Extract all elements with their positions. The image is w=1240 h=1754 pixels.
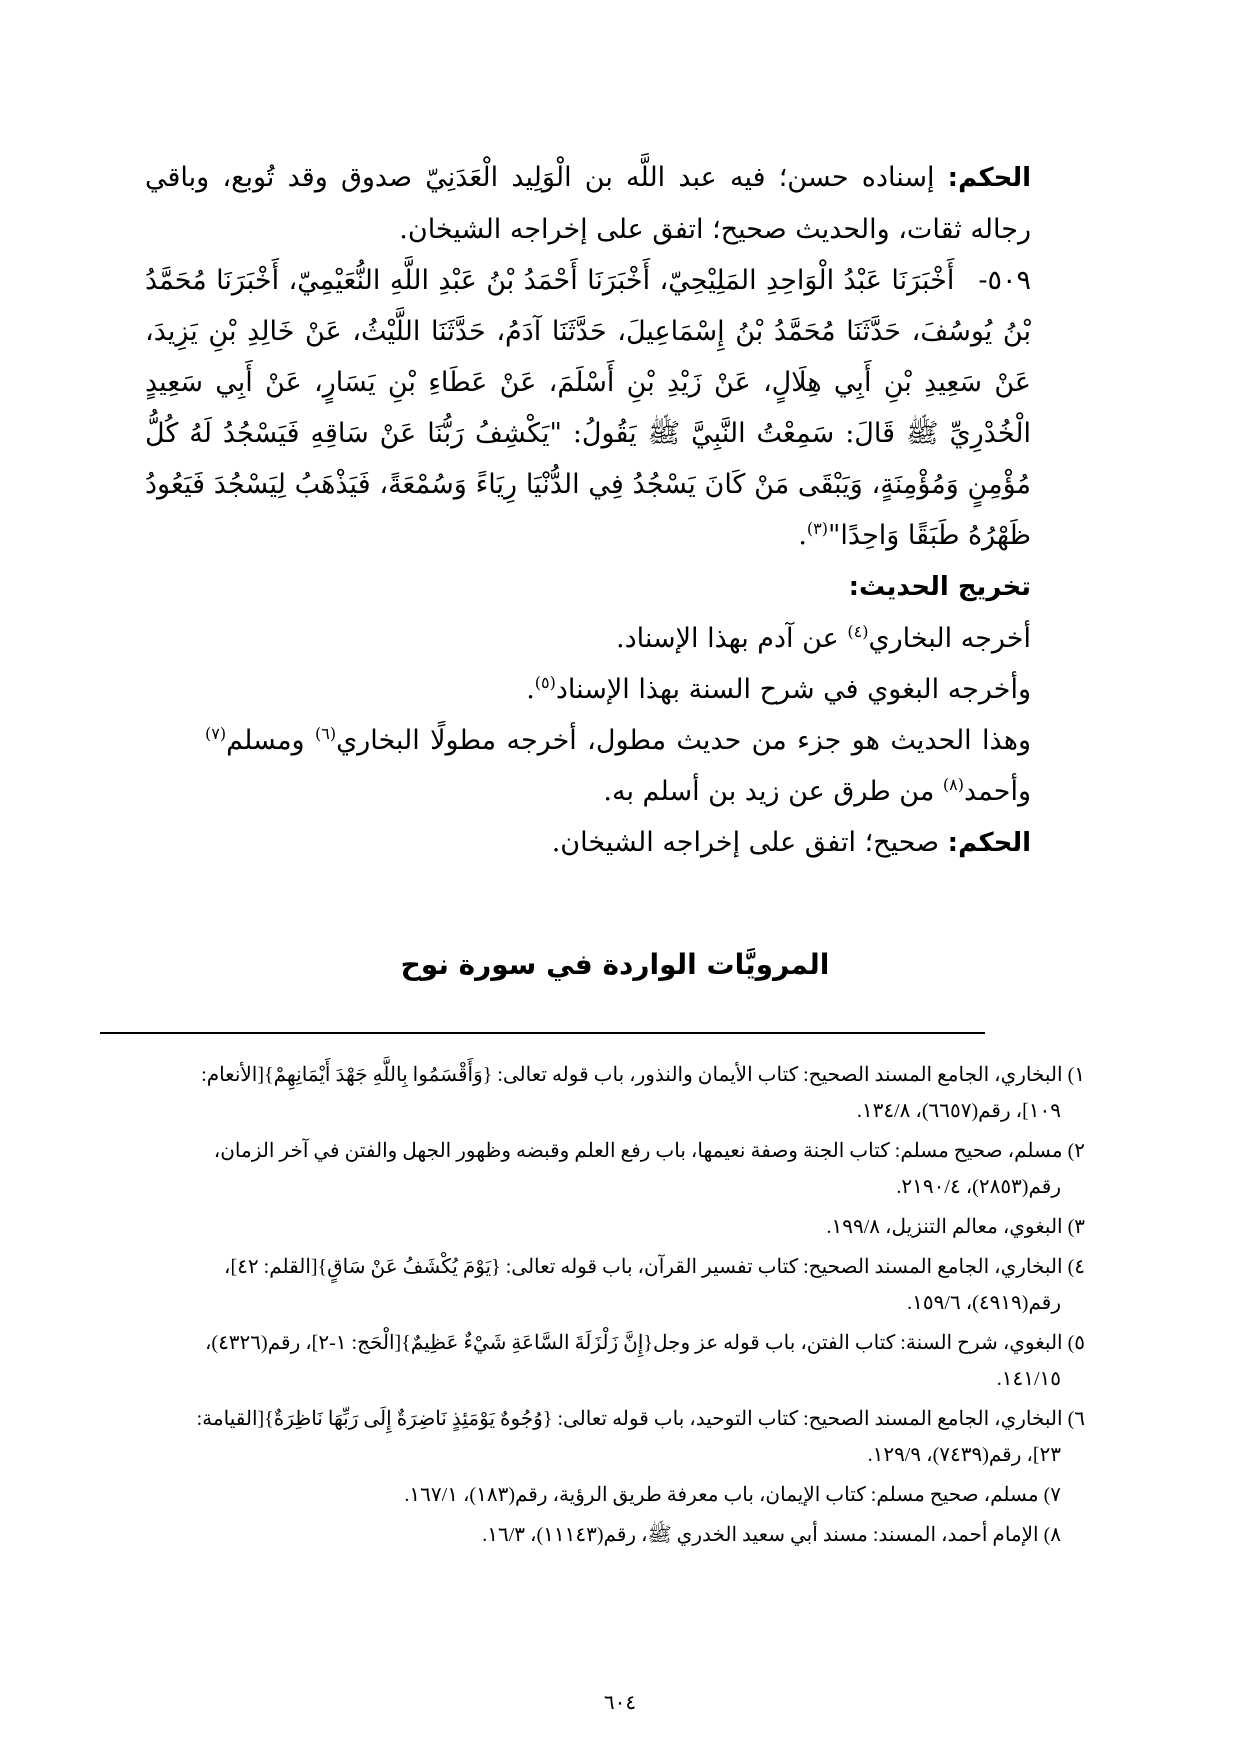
footnote-5 — [150, 1325, 1085, 1397]
bukhari-paragraph — [145, 613, 1085, 664]
footnote-line: ٨) الإمام أحمد، المسند: مسند أبي سعيد الخدري ﷺ، رقم(١١١٤٣)، ١٦/٣. — [482, 1524, 1061, 1546]
hadith-text: أَخْبَرَنَا عَبْدُ الْوَاحِدِ المَلِيْحِيّ، أَخْبَرَنَا أَحْمَدُ بْنُ عَبْدِ اللَّهِ النُّعَيْمِيّ، أَخْبَرَنَا مُحَمَّدُ بْنُ يُوسُفَ، حَدَّثَنَا مُحَمَّدُ بْنُ إِسْمَاعِيلَ، حَدَّثَنَا آدَمُ، حَدَّثَنَا اللَّيْثُ، عَنْ خَالِدِ بْنِ يَزِيدَ، عَنْ سَعِيدِ بْنِ أَبِي هِلَالٍ، عَنْ زَيْدِ بْنِ أَسْلَمَ، عَنْ عَطَاءِ بْنِ يَسَارٍ، عَنْ أَبِي سَعِيدٍ الْخُدْرِيِّ ﷺ قَالَ: سَمِعْتُ النَّبِيَّ ﷺ يَقُولُ: "يَكْشِفُ رَبُّنَا عَنْ سَاقِهِ فَيَسْجُدُ لَهُ كُلُّ مُؤْمِنٍ وَمُؤْمِنَةٍ، وَيَبْقَى مَنْ كَانَ يَسْجُدُ فِي الدُّنْيَا رِيَاءً وَسُمْعَةً، فَيَذْهَبُ لِيَسْجُدَ فَيَعُودُ ظَهْرُهُ طَبَقًا وَاحِدًا" — [145, 265, 1031, 551]
footnote-line: ٧) مسلم، صحيح مسلم: كتاب الإيمان، باب معرفة طريق الرؤية، رقم(١٨٣)، ١٦٧/١. — [404, 1484, 1061, 1506]
long-text-a: وهذا الحديث هو جزء من حديث مطول، أخرجه مطولًا البخاري — [336, 725, 1032, 756]
footnote-2 — [150, 1133, 1085, 1205]
ruling-text: إسناده حسن؛ فيه عبد اللَّه بن الْوَلِيد الْعَدَنِيّ صدوق وقد تُوبع، وباقي رجاله ثقات، والحديث صحيح؛ اتفق على إخراجه الشيخان. — [145, 162, 1031, 245]
footnote-ref-8: (٨) — [942, 775, 964, 794]
footnote-continuation: رقم(٤٩١٩)، ١٥٩/٦. — [907, 1292, 1061, 1314]
page-number: ٦٠٤ — [603, 1692, 637, 1714]
footnote-ref-4: (٤) — [847, 622, 869, 641]
footnote-line: ١) البخاري، الجامع المسند الصحيح: كتاب الأيمان والنذور، باب قوله تعالى: {وَأَقْسَمُوا بِاللَّهِ جَهْدَ أَيْمَانِهِمْ}[الأنعام: — [201, 1064, 1085, 1086]
ruling-paragraph-1 — [145, 152, 1085, 255]
footnote-separator — [100, 1032, 985, 1034]
footnote-ref-7: (٧) — [205, 724, 227, 743]
footnote-1 — [150, 1057, 1085, 1129]
footnote-line: ٣) البغوي، معالم التنزيل، ١٩٩/٨. — [826, 1216, 1085, 1238]
hadith-paragraph — [145, 255, 1085, 561]
footnote-continuation: ١٠٩]، رقم(٦٦٥٧)، ١٣٤/٨. — [856, 1100, 1061, 1122]
takhrij-heading: تخريج الحديث: — [848, 572, 1031, 602]
takhrij-heading-paragraph — [145, 561, 1085, 613]
hadith-number: ٥٠٩- — [978, 265, 1031, 296]
footnote-continuation: ٢٣]، رقم(٧٤٣٩)، ١٢٩/٩. — [867, 1444, 1061, 1466]
bukhari-text-b: عن آدم بهذا الإسناد. — [615, 623, 848, 654]
long-text-b: ومسلم — [226, 725, 315, 756]
footnote-6 — [150, 1401, 1085, 1473]
ruling-label: الحكم: — [947, 163, 1031, 193]
footnote-4 — [150, 1249, 1085, 1321]
footnote-line: ٤) البخاري، الجامع المسند الصحيح: كتاب تفسير القرآن، باب قوله تعالى: {يَوْمَ يُكْشَفُ عَنْ سَاقٍ}[القلم: ٤٢]، — [224, 1256, 1085, 1278]
footnote-ref-5: (٥) — [534, 673, 556, 692]
footnote-line: ٥) البغوي، شرح السنة: كتاب الفتن، باب قوله عز وجل{إِنَّ زَلْزَلَةَ السَّاعَةِ شَيْءٌ عَظِيمٌ}[الْحَج: ١-٢]، رقم(٤٣٢٦)، — [204, 1332, 1085, 1354]
footnote-ref-3: (٣) — [806, 519, 828, 538]
main-text — [145, 152, 1085, 869]
footnote-line: ٦) البخاري، الجامع المسند الصحيح: كتاب التوحيد، باب قوله تعالى: {وُجُوهٌ يَوْمَئِذٍ نَاضِرَةٌ إِلَى رَبِّهَا نَاظِرَةٌ}[القيامة: — [196, 1408, 1085, 1430]
long-text-d: من طرق عن زيد بن أسلم به. — [603, 776, 943, 807]
footnote-8 — [150, 1517, 1085, 1553]
baghawi-paragraph — [145, 664, 1085, 715]
footnote-continuation: رقم(٢٨٥٣)، ٢١٩٠/٤. — [896, 1176, 1061, 1198]
section-title: المرويَّات الواردة في سورة نوح — [400, 948, 830, 981]
footnote-3 — [150, 1209, 1085, 1245]
baghawi-text-b: . — [526, 674, 535, 705]
footnote-line: ٢) مسلم، صحيح مسلم: كتاب الجنة وصفة نعيمها، باب رفع العلم وقبضه وظهور الجهل والفتن في آخر الزمان، — [213, 1140, 1085, 1162]
long-text-c: وأحمد — [963, 776, 1031, 807]
baghawi-text-a: وأخرجه البغوي في شرح السنة بهذا الإسناد — [555, 674, 1031, 705]
footnote-7 — [150, 1477, 1085, 1513]
footnote-continuation: ١٤١/١٥. — [996, 1368, 1061, 1390]
bukhari-text-a: أخرجه البخاري — [868, 623, 1031, 654]
footnotes — [150, 1057, 1085, 1557]
ruling-label-2: الحكم: — [947, 828, 1031, 858]
ruling-text-2: صحيح؛ اتفق على إخراجه الشيخان. — [551, 827, 948, 858]
hadith-end: . — [798, 520, 807, 551]
ruling-paragraph-2 — [145, 817, 1085, 869]
footnote-ref-6: (٦) — [314, 724, 337, 743]
long-hadith-paragraph — [145, 715, 1085, 817]
